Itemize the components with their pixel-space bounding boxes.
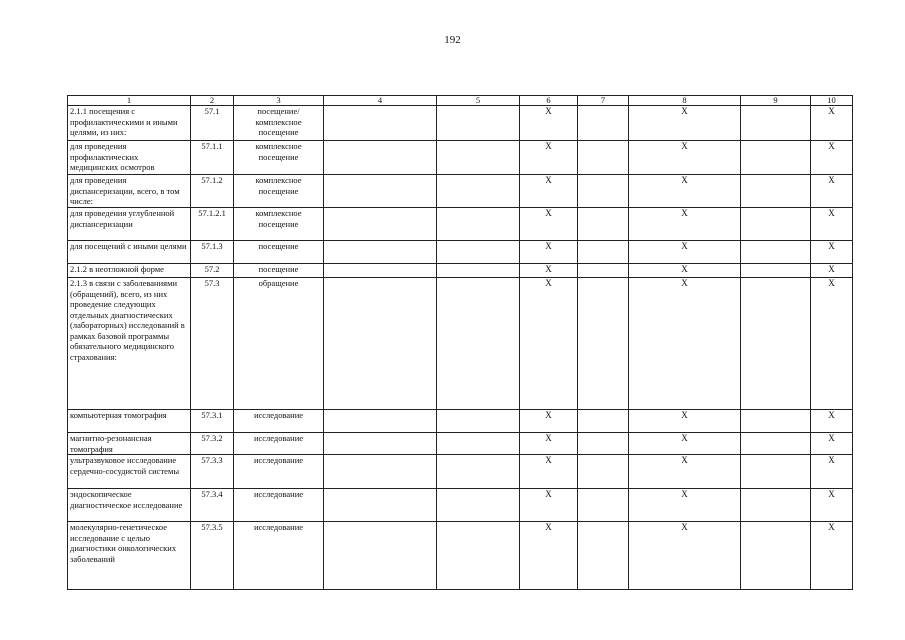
cell-c9 bbox=[741, 433, 811, 455]
cell-c5 bbox=[437, 106, 520, 141]
cell-c6: X bbox=[520, 175, 578, 208]
cell-unit: исследование bbox=[234, 455, 324, 489]
cell-c5 bbox=[437, 433, 520, 455]
cell-code: 57.3.3 bbox=[191, 455, 234, 489]
cell-code: 57.3 bbox=[191, 278, 234, 410]
cell-code: 57.1.2.1 bbox=[191, 208, 234, 241]
cell-c7 bbox=[578, 433, 629, 455]
cell-name: ультразвуковое исследование сердечно-сосудистой системы bbox=[68, 455, 191, 489]
col-header: 10 bbox=[811, 96, 853, 106]
cell-c5 bbox=[437, 208, 520, 241]
cell-c10: X bbox=[811, 264, 853, 278]
cell-c8: X bbox=[629, 522, 741, 590]
cell-unit: исследование bbox=[234, 522, 324, 590]
table-row bbox=[68, 141, 853, 175]
cell-c5 bbox=[437, 175, 520, 208]
cell-c6: X bbox=[520, 141, 578, 175]
cell-c10: X bbox=[811, 433, 853, 455]
cell-c4 bbox=[324, 455, 437, 489]
cell-c4 bbox=[324, 410, 437, 433]
col-header: 1 bbox=[68, 96, 191, 106]
cell-code: 57.1.1 bbox=[191, 141, 234, 175]
cell-name: магнитно-резонансная томография bbox=[68, 433, 191, 455]
cell-c4 bbox=[324, 522, 437, 590]
cell-name: 2.1.2 в неотложной форме bbox=[68, 264, 191, 278]
cell-c10: X bbox=[811, 106, 853, 141]
cell-name: компьютерная томография bbox=[68, 410, 191, 433]
table-row bbox=[68, 208, 853, 241]
cell-c9 bbox=[741, 278, 811, 410]
cell-c5 bbox=[437, 410, 520, 433]
cell-c7 bbox=[578, 489, 629, 522]
cell-code: 57.2 bbox=[191, 264, 234, 278]
cell-c6: X bbox=[520, 410, 578, 433]
cell-c9 bbox=[741, 410, 811, 433]
cell-code: 57.1.3 bbox=[191, 241, 234, 264]
col-header: 5 bbox=[437, 96, 520, 106]
cell-c9 bbox=[741, 455, 811, 489]
cell-c6: X bbox=[520, 455, 578, 489]
col-header: 7 bbox=[578, 96, 629, 106]
cell-c8: X bbox=[629, 455, 741, 489]
cell-c10: X bbox=[811, 241, 853, 264]
cell-c8: X bbox=[629, 489, 741, 522]
cell-c4 bbox=[324, 433, 437, 455]
cell-c5 bbox=[437, 141, 520, 175]
page-number: 192 bbox=[444, 34, 461, 46]
cell-unit: посещение/ комплексное посещение bbox=[234, 106, 324, 141]
cell-c10: X bbox=[811, 175, 853, 208]
cell-c8: X bbox=[629, 278, 741, 410]
cell-c5 bbox=[437, 278, 520, 410]
cell-name: 2.1.1 посещения с профилактическими и иными целями, из них: bbox=[68, 106, 191, 141]
cell-c8: X bbox=[629, 410, 741, 433]
cell-c7 bbox=[578, 455, 629, 489]
cell-code: 57.3.5 bbox=[191, 522, 234, 590]
table-row bbox=[68, 489, 853, 522]
cell-c10: X bbox=[811, 455, 853, 489]
col-header: 6 bbox=[520, 96, 578, 106]
cell-c7 bbox=[578, 208, 629, 241]
cell-c9 bbox=[741, 175, 811, 208]
cell-c6: X bbox=[520, 489, 578, 522]
cell-c8: X bbox=[629, 106, 741, 141]
cell-c7 bbox=[578, 106, 629, 141]
cell-c6: X bbox=[520, 278, 578, 410]
table-row bbox=[68, 410, 853, 433]
cell-unit: исследование bbox=[234, 489, 324, 522]
cell-c5 bbox=[437, 264, 520, 278]
cell-c4 bbox=[324, 175, 437, 208]
cell-unit: комплексное посещение bbox=[234, 208, 324, 241]
cell-c4 bbox=[324, 106, 437, 141]
cell-c4 bbox=[324, 241, 437, 264]
cell-c4 bbox=[324, 141, 437, 175]
cell-unit: посещение bbox=[234, 241, 324, 264]
col-header: 3 bbox=[234, 96, 324, 106]
cell-unit: комплексное посещение bbox=[234, 141, 324, 175]
table-row bbox=[68, 241, 853, 264]
cell-unit: исследование bbox=[234, 433, 324, 455]
cell-c8: X bbox=[629, 264, 741, 278]
col-header: 9 bbox=[741, 96, 811, 106]
cell-c10: X bbox=[811, 278, 853, 410]
cell-c9 bbox=[741, 208, 811, 241]
cell-c6: X bbox=[520, 241, 578, 264]
cell-c7 bbox=[578, 278, 629, 410]
col-header: 8 bbox=[629, 96, 741, 106]
cell-c7 bbox=[578, 141, 629, 175]
table-row bbox=[68, 522, 853, 590]
cell-name: для проведения профилактических медицинских осмотров bbox=[68, 141, 191, 175]
cell-c6: X bbox=[520, 433, 578, 455]
cell-c9 bbox=[741, 241, 811, 264]
col-header: 2 bbox=[191, 96, 234, 106]
cell-c10: X bbox=[811, 208, 853, 241]
cell-c7 bbox=[578, 241, 629, 264]
cell-name: для проведения углубленной диспансеризации bbox=[68, 208, 191, 241]
table-row bbox=[68, 455, 853, 489]
cell-c5 bbox=[437, 241, 520, 264]
cell-c5 bbox=[437, 522, 520, 590]
cell-c8: X bbox=[629, 433, 741, 455]
cell-code: 57.1.2 bbox=[191, 175, 234, 208]
cell-name: эндоскопическое диагностическое исследование bbox=[68, 489, 191, 522]
cell-c8: X bbox=[629, 175, 741, 208]
cell-name: молекулярно-генетическое исследование с целью диагностики онкологических заболеваний bbox=[68, 522, 191, 590]
cell-c8: X bbox=[629, 141, 741, 175]
cell-unit: исследование bbox=[234, 410, 324, 433]
col-header: 4 bbox=[324, 96, 437, 106]
cell-name: 2.1.3 в связи с заболеваниями (обращений), всего, из них проведение следующих отдельных диагностических (лабораторных) исследований в рамках базовой программы обязательного медицинского страхования: bbox=[68, 278, 191, 410]
table-row bbox=[68, 106, 853, 141]
cell-c10: X bbox=[811, 141, 853, 175]
cell-c7 bbox=[578, 410, 629, 433]
cell-c9 bbox=[741, 264, 811, 278]
cell-c6: X bbox=[520, 264, 578, 278]
cell-c9 bbox=[741, 141, 811, 175]
cell-unit: посещение bbox=[234, 264, 324, 278]
cell-c4 bbox=[324, 489, 437, 522]
cell-c10: X bbox=[811, 410, 853, 433]
cell-c10: X bbox=[811, 522, 853, 590]
cell-code: 57.3.1 bbox=[191, 410, 234, 433]
cell-c5 bbox=[437, 455, 520, 489]
cell-c6: X bbox=[520, 208, 578, 241]
cell-name: для посещений с иными целями bbox=[68, 241, 191, 264]
cell-code: 57.3.4 bbox=[191, 489, 234, 522]
table-row bbox=[68, 264, 853, 278]
cell-c8: X bbox=[629, 241, 741, 264]
cell-c10: X bbox=[811, 489, 853, 522]
table-row bbox=[68, 278, 853, 410]
cell-c5 bbox=[437, 489, 520, 522]
cell-c4 bbox=[324, 208, 437, 241]
header-row bbox=[68, 96, 853, 106]
cell-c7 bbox=[578, 264, 629, 278]
cell-unit: комплексное посещение bbox=[234, 175, 324, 208]
cell-c6: X bbox=[520, 522, 578, 590]
cell-c4 bbox=[324, 264, 437, 278]
cell-unit: обращение bbox=[234, 278, 324, 410]
cell-c9 bbox=[741, 106, 811, 141]
data-table bbox=[67, 95, 853, 590]
table-row bbox=[68, 433, 853, 455]
cell-c8: X bbox=[629, 208, 741, 241]
cell-c4 bbox=[324, 278, 437, 410]
cell-c6: X bbox=[520, 106, 578, 141]
cell-c7 bbox=[578, 522, 629, 590]
cell-c9 bbox=[741, 522, 811, 590]
cell-name: для проведения диспансеризации, всего, в том числе: bbox=[68, 175, 191, 208]
table-row bbox=[68, 175, 853, 208]
cell-c9 bbox=[741, 489, 811, 522]
cell-code: 57.1 bbox=[191, 106, 234, 141]
cell-code: 57.3.2 bbox=[191, 433, 234, 455]
cell-c7 bbox=[578, 175, 629, 208]
